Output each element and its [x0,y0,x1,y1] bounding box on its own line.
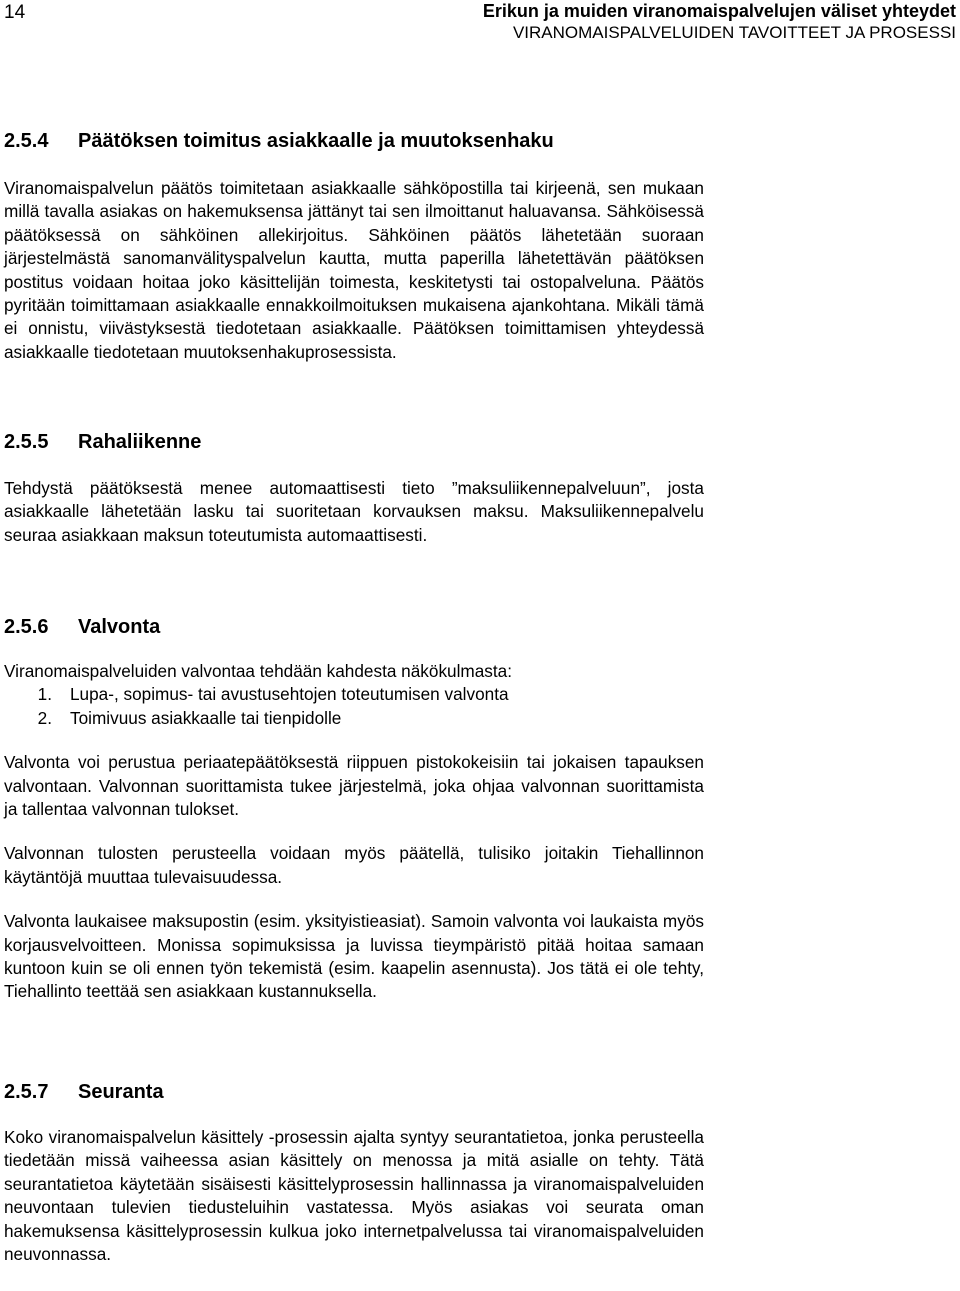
paragraph: Valvonta voi perustua periaatepäätöksestä riippuen pistokokeisiin tai jokaisen tapauksen valvontaan. Valvonnan suorittamista tukee järjestelmä, joka ohjaa valvonnan suorittamista ja tallentaa valvonnan tulokset. [4,752,704,820]
header-subtitle: VIRANOMAISPALVELUIDEN TAVOITTEET JA PROSESSI [512,23,956,42]
paragraph: Valvonnan tulosten perusteella voidaan myös päätellä, tulisiko joitakin Tiehallinnon käytäntöjä muuttaa tulevaisuudessa. [4,843,704,887]
paragraph: Viranomaispalvelun päätös toimitetaan asiakkaalle sähköpostilla tai kirjeenä, sen mukaan millä tavalla asiakas on hakemuksensa jättänyt tai sen ilmoittanut haluavansa. Sähköisessä päätöksessä on sähköinen allekirjoitus. Sähköinen päätös lähetetään suoraan järjestelmästä sanomanvälityspalvelun kautta, mutta paperilla lähetettävän päätöksen postitus voidaan hoitaa joko käsittelijän toimesta, keskitetysti tai ostopalveluna. Päätös pyritään toimittamaan asiakkaalle ennakkoilmoituksen mukaisena ajankohtana. Mikäli tämä ei onnistu, viivästyksestä tiedotetaan asiakkaalle. Päätöksen toimittamisen yhteydessä asiakkaalle tiedotetaan muutoksenhakuprosessista. [4,178,704,362]
numbered-list [4,683,704,730]
list-item [4,683,704,706]
section-number: 2.5.6 [4,616,49,638]
list-text: Lupa-, sopimus- tai avustusehtojen toteutumisen valvonta [70,684,509,705]
section-heading [4,1079,704,1105]
section-title: Valvonta [78,616,161,638]
list-number: 2. [37,707,52,728]
paragraph: Viranomaispalveluiden valvontaa tehdään kahdesta näkökulmasta: [4,661,513,681]
header-title: Erikun ja muiden viranomaispalvelujen väliset yhteydet [482,1,956,21]
section-number: 2.5.7 [4,1081,49,1103]
list-text: Toimivuus asiakkaalle tai tienpidolle [70,707,342,728]
paragraph: Valvonta laukaisee maksupostin (esim. yksityistieasiat). Samoin valvonta voi laukaista myös korjausvelvoitteen. Monissa sopimuksissa ja luvissa tieympäristö pitää hoitaa samaan kuntoon kuin se oli ennen työn tekemistä (esim. kaapelin asennusta). Jos tätä ei ole tehty, Tiehallinto teettää sen asiakkaan kustannuksella. [4,911,704,1002]
list-number: 1. [37,684,52,705]
paragraph: Tehdystä päätöksestä menee automaattisesti tieto ”maksuliikennepalveluun”, josta asiakkaalle lähetetään lasku tai suoritetaan korvauksen maksu. Maksuliikennepalvelu seuraa asiakkaan maksun toteutumista automaattisesti. [4,478,704,545]
section-2-5-6 [4,614,704,1004]
section-heading [4,128,704,154]
list-item [4,707,704,730]
section-number: 2.5.4 [4,130,49,152]
section-2-5-4 [4,128,704,364]
section-number: 2.5.5 [4,431,49,453]
section-title: Seuranta [78,1081,164,1103]
section-title: Päätöksen toimitus asiakkaalle ja muutoksenhaku [78,130,554,152]
page-number: 14 [4,2,26,23]
section-heading [4,429,704,455]
section-title: Rahaliikenne [78,431,202,453]
section-2-5-5 [4,429,704,547]
section-heading [4,614,704,640]
section-2-5-7 [4,1079,704,1266]
page-header [240,0,960,44]
paragraph: Koko viranomaispalvelun käsittely -prosessin ajalta syntyy seurantatietoa, jonka perusteella tiedetään missä vaiheessa asian käsittely on menossa ja mitä asialle on tehty. Tätä seurantatietoa käytetään sisäisesti käsittelyprosessin hallinnassa ja viranomaispalveluiden neuvontaan tulevien tiedusteluihin vastatessa. Myös asiakas voi seurata oman hakemuksensa käsittelyprosessin kulkua joko internetpalvelussa tai viranomaispalveluiden neuvonnassa. [4,1127,704,1265]
